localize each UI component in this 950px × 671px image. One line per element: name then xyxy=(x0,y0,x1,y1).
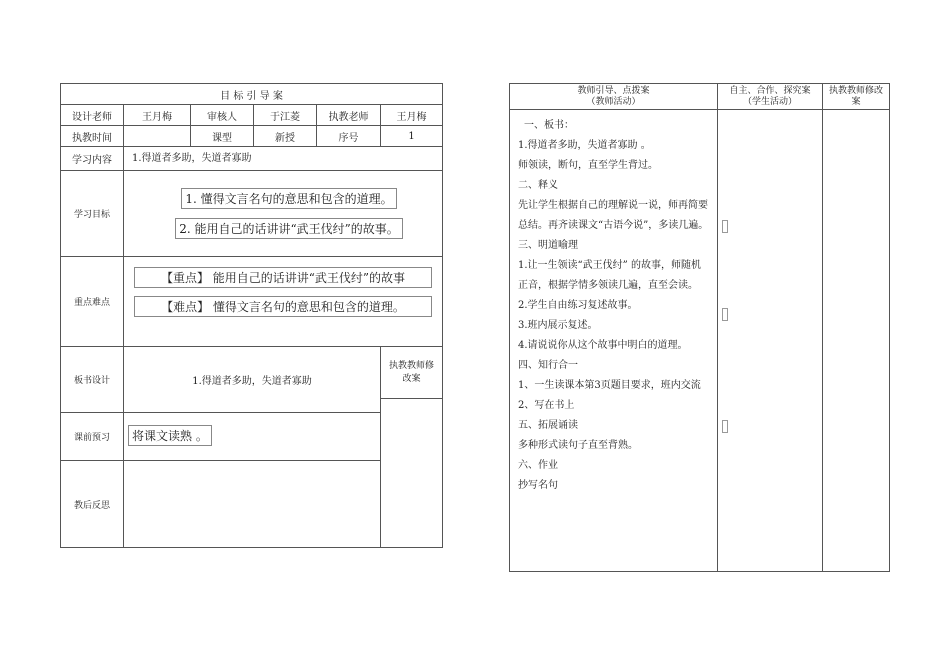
list-item: 2、写在书上 xyxy=(518,400,575,411)
placeholder-mark xyxy=(722,220,728,233)
list-item: 1.让一生领读“武王伐纣” 的故事，师随机正音，根据学情多领读几遍，直至会读。 xyxy=(518,260,701,291)
cell: 课型 xyxy=(191,126,254,147)
list-item: 二、释义 xyxy=(518,180,558,191)
content-value: 1.得道者多助，失道者寡助 xyxy=(124,147,443,171)
board-label: 板书设计 xyxy=(61,347,124,413)
list-item: 师领读，断句，直至学生背过。 xyxy=(518,160,658,171)
goals-label: 学习目标 xyxy=(61,171,124,257)
guide-table xyxy=(60,83,443,548)
goal-item: 2. 能用自己的话讲讲“武王伐纣”的故事。 xyxy=(175,218,403,239)
preview-cell xyxy=(124,413,381,461)
list-item: 四、知行合一 xyxy=(518,360,578,371)
placeholder-mark xyxy=(722,420,728,433)
list-item: 3.班内展示复述。 xyxy=(518,320,598,331)
cell: 王月梅 xyxy=(381,105,443,126)
table-title: 目 标 引 导 案 xyxy=(61,84,443,105)
list-item: 六、作业 xyxy=(518,460,558,471)
teacher-edit-area xyxy=(823,110,890,572)
list-item: 五、拓展诵读 xyxy=(518,420,578,431)
content-label: 学习内容 xyxy=(61,147,124,171)
cell: 1 xyxy=(381,126,443,147)
cell: 审核人 xyxy=(191,105,254,126)
key-label: 重点难点 xyxy=(61,257,124,347)
preview-value: 将课文读熟 。 xyxy=(128,425,212,446)
cell: 序号 xyxy=(317,126,381,147)
list-item: 4.请说说你从这个故事中明白的道理。 xyxy=(518,340,688,351)
table-row xyxy=(61,105,443,126)
cell: 王月梅 xyxy=(124,105,191,126)
list-item: 1、一生读课本第3页题目要求，班内交流 xyxy=(518,380,701,391)
list-item: 三、明道喻理 xyxy=(518,240,578,251)
difficult-point: 【难点】 懂得文言名句的意思和包含的道理。 xyxy=(134,296,432,317)
teacher-activity-content xyxy=(510,110,718,572)
cell xyxy=(124,126,191,147)
list-item: 2.学生自由练习复述故事。 xyxy=(518,300,638,311)
key-point: 【重点】 能用自己的话讲讲“武王伐纣”的故事 xyxy=(134,267,432,288)
student-activity-header: 自主、合作、探究案 （学生活动） xyxy=(718,84,823,110)
reflect-area xyxy=(124,461,381,548)
board-value: 1.得道者多助，失道者寡助 xyxy=(124,347,381,413)
list-item: 抄写名句 xyxy=(518,480,558,491)
list-item: 一、板书： xyxy=(524,120,574,131)
list-item: 先让学生根据自己的理解说一说，师再简要总结。再齐读课文“古语今说”，多读几遍。 xyxy=(518,200,709,231)
teacher-edit-header: 执教教师修改案 xyxy=(381,347,443,399)
cell: 新授 xyxy=(254,126,317,147)
list-item: 1.得道者多助，失道者寡助 。 xyxy=(518,140,651,151)
list-item: 多种形式读句子直至背熟。 xyxy=(518,440,638,451)
reflect-label: 教后反思 xyxy=(61,461,124,548)
cell: 执教时间 xyxy=(61,126,124,147)
key-cell xyxy=(124,257,443,347)
teacher-edit-area xyxy=(381,399,443,548)
goal-item: 1. 懂得文言名句的意思和包含的道理。 xyxy=(181,188,396,209)
activity-table xyxy=(509,83,890,572)
placeholder-mark xyxy=(722,308,728,321)
preview-label: 课前预习 xyxy=(61,413,124,461)
student-activity-content xyxy=(718,110,823,572)
cell: 于江菱 xyxy=(254,105,317,126)
cell: 设计老师 xyxy=(61,105,124,126)
cell: 执教老师 xyxy=(317,105,381,126)
teacher-edit-header: 执教教师修改案 xyxy=(823,84,890,110)
table-row xyxy=(61,126,443,147)
goals-cell xyxy=(124,171,443,257)
teacher-activity-header: 教师引导、点拨案 （教师活动） xyxy=(510,84,718,110)
